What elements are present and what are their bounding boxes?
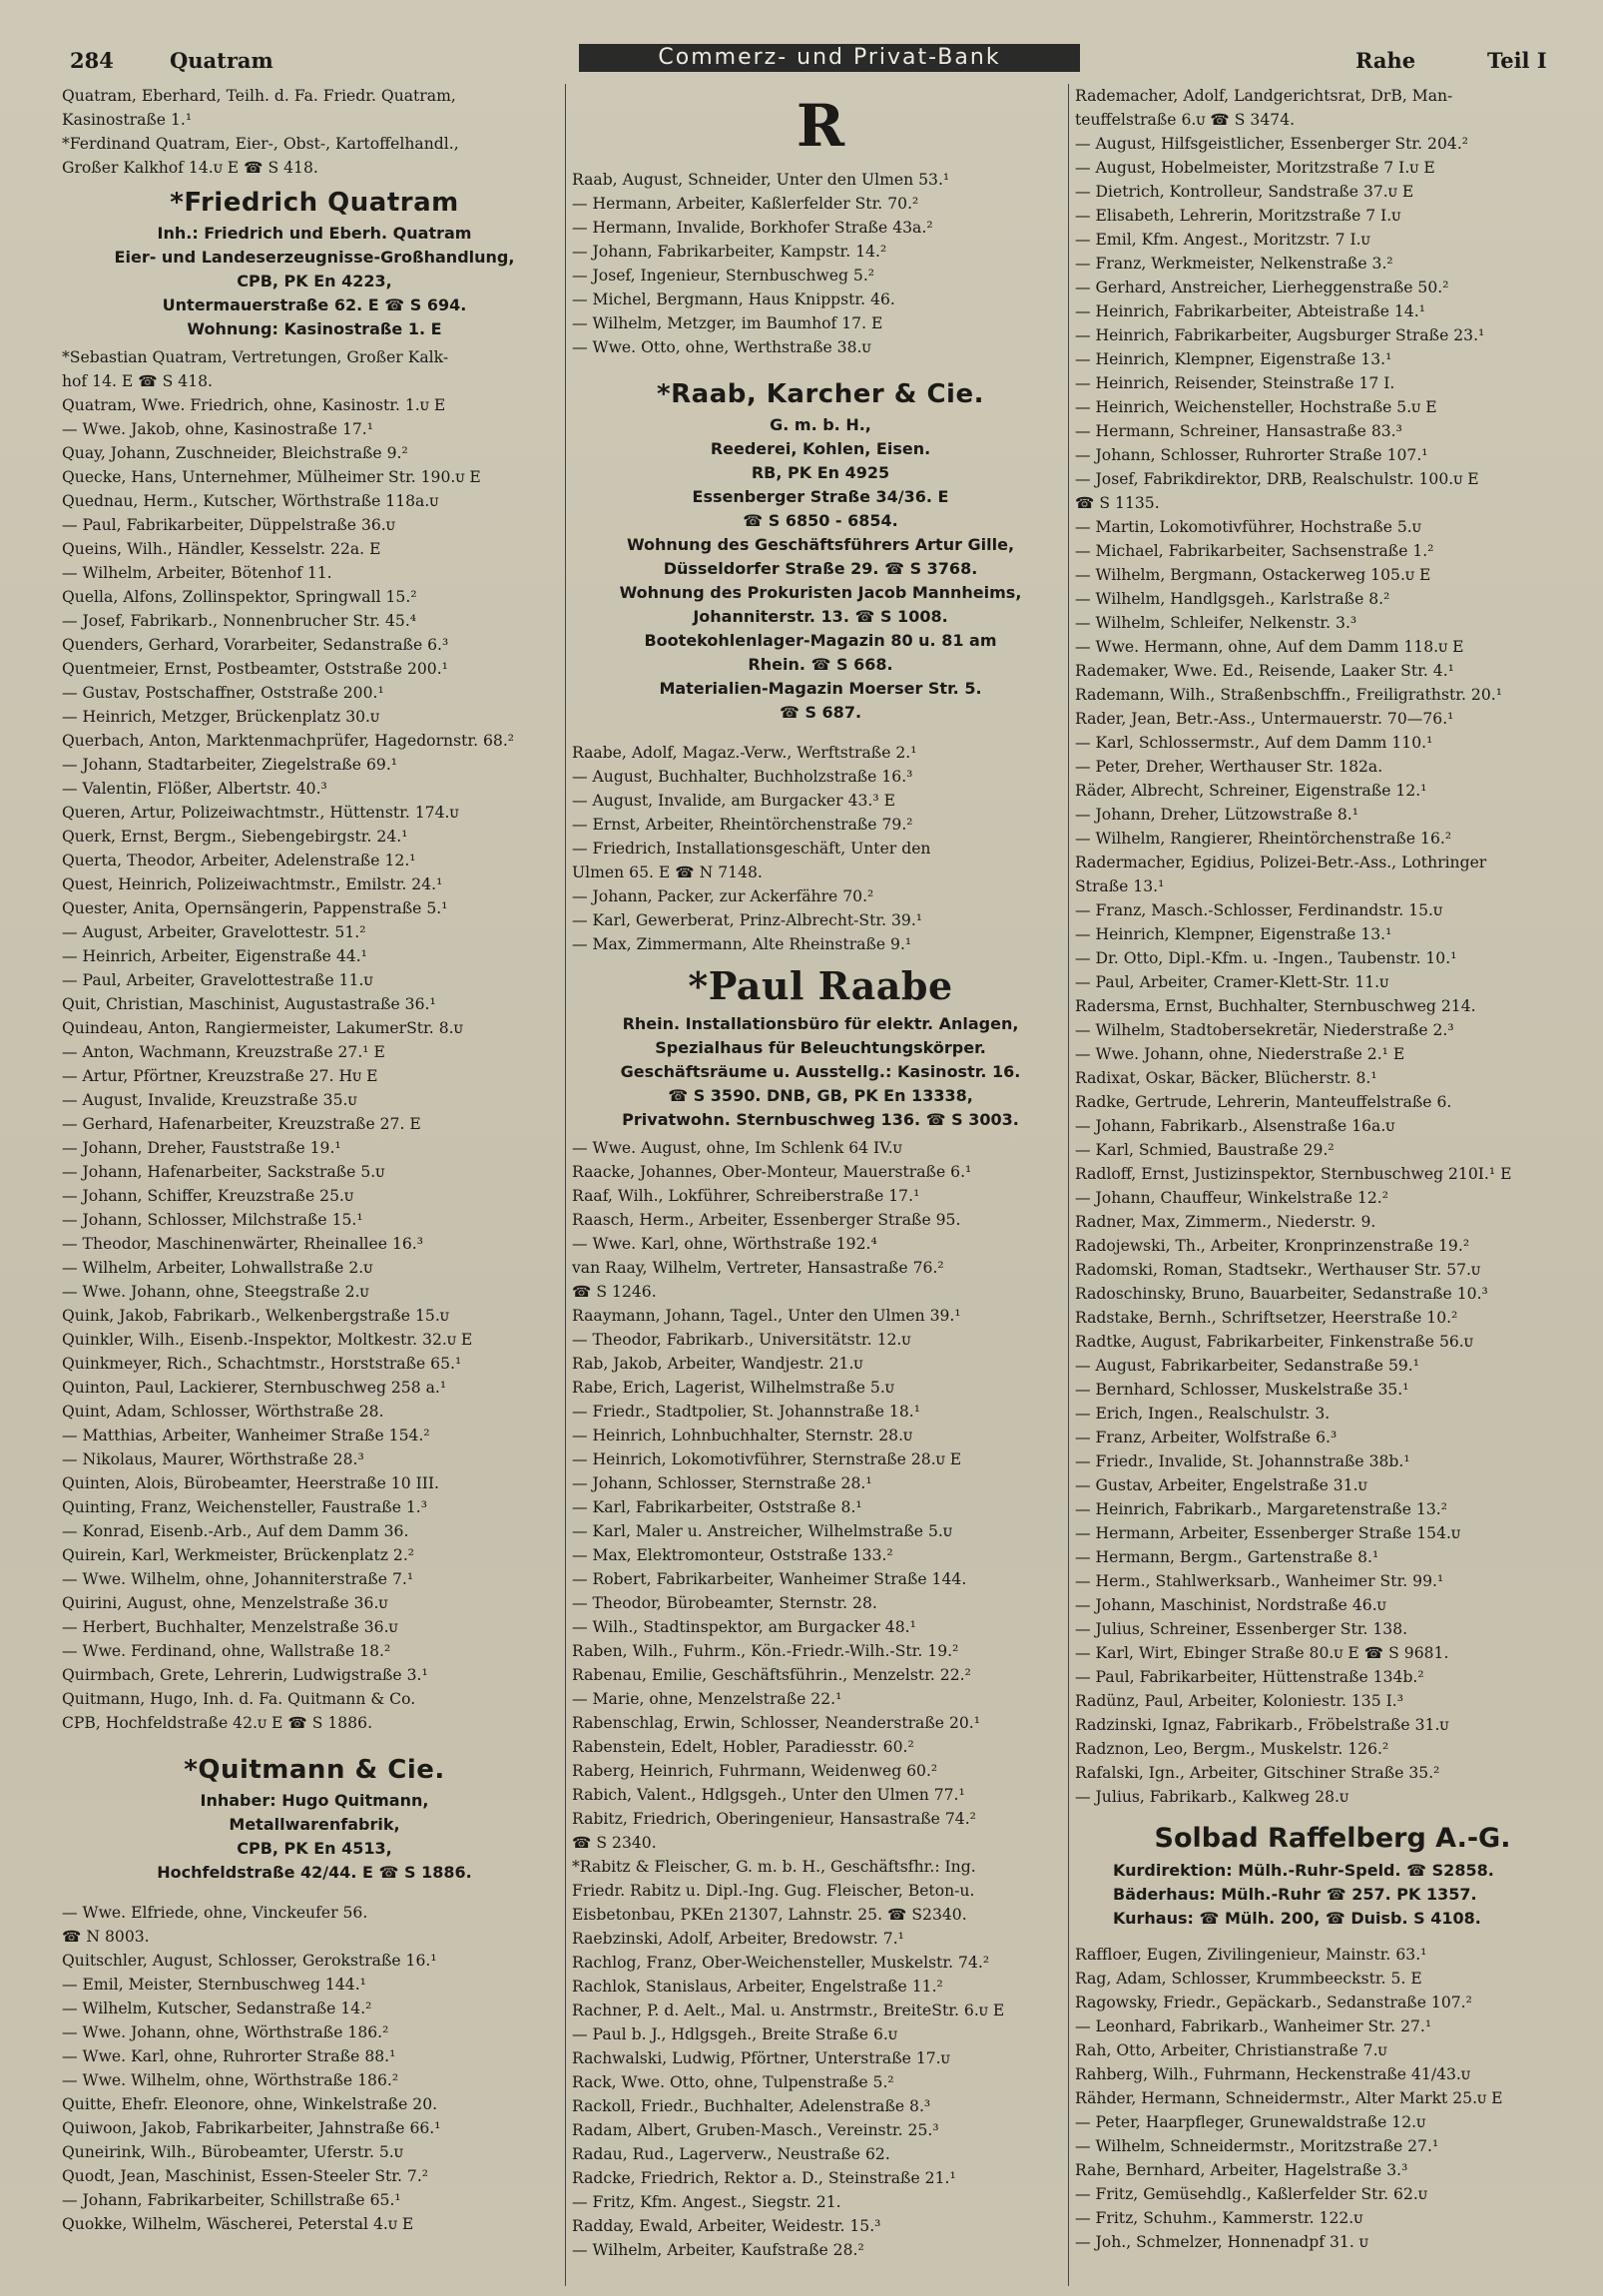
right-keyword: Rahe [1355,48,1416,73]
directory-entry: — Paul, Arbeiter, Gravelottestraße 11.ᴜ [62,971,373,989]
directory-entry: — Heinrich, Arbeiter, Eigenstraße 44.¹ [62,947,367,965]
directory-entry: Quatram, Wwe. Friedrich, ohne, Kasinostr. 1.ᴜ E [62,396,446,414]
directory-entry: — Johann, Fabrikarbeiter, Kampstr. 14.² [572,243,887,261]
directory-entry: Quodt, Jean, Maschinist, Essen-Steeler Str. 7.² [62,2167,429,2185]
directory-entry: Quinting, Franz, Weichensteller, Faustraße 1.³ [62,1498,428,1516]
directory-entry: Quester, Anita, Opernsängerin, Pappenstraße 5.¹ [62,899,448,917]
ad-paul-raabe [572,960,1069,1132]
directory-entry: — Theodor, Maschinenwärter, Rheinallee 16.³ [62,1235,424,1253]
directory-entry: — Bernhard, Schlosser, Muskelstraße 35.¹ [1075,1381,1409,1399]
directory-entry: Querta, Theodor, Arbeiter, Adelenstraße 12.¹ [62,852,416,869]
directory-entry: Quest, Heinrich, Polizeiwachtmstr., Emilstr. 24.¹ [62,875,443,893]
part-label: Teil I [1487,48,1547,73]
directory-entry: — Johann, Dreher, Lützowstraße 8.¹ [1075,806,1359,824]
directory-entry: Radau, Rud., Lagerverw., Neustraße 62. [572,2145,890,2163]
ad-line: Inhaber: Hugo Quitmann, [200,1791,429,1810]
directory-entry: CPB, Hochfeldstraße 42.ᴜ E ☎ S 1886. [62,1714,373,1732]
ad-friedrich-quatram [62,184,567,341]
directory-entry: — Artur, Pförtner, Kreuzstraße 27. Hᴜ E [62,1067,378,1085]
directory-entry: Quinkler, Wilh., Eisenb.-Inspektor, Moltkestr. 32.ᴜ E [62,1331,473,1349]
directory-entry: — Karl, Gewerberat, Prinz-Albrecht-Str. 39.¹ [572,911,923,929]
ad-lines [1075,1859,1590,1931]
directory-entry: *Sebastian Quatram, Vertretungen, Großer Kalk- [62,348,449,366]
directory-entry: — Valentin, Flößer, Albertstr. 40.³ [62,780,327,798]
directory-entry: — Hermann, Schreiner, Hansastraße 83.³ [1075,422,1402,440]
directory-entry: — Paul, Fabrikarbeiter, Hüttenstraße 134b.² [1075,1668,1424,1686]
directory-entry: — Dietrich, Kontrolleur, Sandstraße 37.ᴜ E [1075,183,1414,201]
directory-entry: Quint, Adam, Schlosser, Wörthstraße 28. [62,1403,384,1421]
directory-entry: Rabitz, Friedrich, Oberingenieur, Hansastraße 74.² [572,1810,976,1828]
directory-entry: — Heinrich, Fabrikarbeiter, Augsburger Straße 23.¹ [1075,326,1485,344]
directory-entry: — Wwe. Johann, ohne, Niederstraße 2.¹ E [1075,1045,1405,1063]
directory-entry: — Wilhelm, Arbeiter, Bötenhof 11. [62,564,332,582]
column-1 [62,84,567,2286]
directory-entry: Rabenau, Emilie, Geschäftsführin., Menzelstr. 22.² [572,1666,971,1684]
directory-entry: teuffelstraße 6.ᴜ ☎ S 3474. [1075,111,1296,129]
directory-entry: — Gustav, Postschaffner, Oststraße 200.¹ [62,684,384,702]
directory-entry: Rab, Jakob, Arbeiter, Wandjestr. 21.ᴜ [572,1355,863,1373]
ad-line: Materialien-Magazin Moerser Str. 5. [659,679,982,698]
directory-entry: Radomski, Roman, Stadtsekr., Werthauser Str. 57.ᴜ [1075,1261,1481,1279]
directory-entry: — Wilhelm, Rangierer, Rheintörchenstraße 16.² [1075,830,1452,848]
directory-entry: — Josef, Fabrikdirektor, DRB, Realschulstr. 100.ᴜ E [1075,470,1479,488]
directory-entry: Raabe, Adolf, Magaz.-Verw., Werftstraße 2.¹ [572,744,917,762]
directory-entry: — Johann, Fabrikarbeiter, Schillstraße 65.¹ [62,2191,401,2209]
directory-entry: Rahberg, Wilh., Fuhrmann, Heckenstraße 41/43.ᴜ [1075,2065,1471,2083]
directory-entry: Quednau, Herm., Kutscher, Wörthstraße 118a.ᴜ [62,492,439,510]
ad-line: Inh.: Friedrich und Eberh. Quatram [157,224,472,243]
directory-entry: — Johann, Stadtarbeiter, Ziegelstraße 69.¹ [62,756,398,774]
directory-entry: Radojewski, Th., Arbeiter, Kronprinzenstraße 19.² [1075,1237,1470,1255]
directory-entry: — Emil, Meister, Sternbuschweg 144.¹ [62,1976,366,1994]
directory-entry: — Paul b. J., Hdlgsgeh., Breite Straße 6.ᴜ [572,2025,897,2043]
directory-entry: — Franz, Arbeiter, Wolfstraße 6.³ [1075,1429,1337,1446]
directory-entry: — Johann, Hafenarbeiter, Sackstraße 5.ᴜ [62,1163,385,1181]
directory-entry: Radersma, Ernst, Buchhalter, Sternbuschweg 214. [1075,997,1476,1015]
directory-entry: — Hermann, Arbeiter, Essenberger Straße 154.ᴜ [1075,1524,1461,1542]
directory-entry: Rack, Wwe. Otto, ohne, Tulpenstraße 5.² [572,2073,894,2091]
directory-entry: Radam, Albert, Gruben-Masch., Vereinstr. 25.³ [572,2121,939,2139]
ad-line: Kurdirektion: Mülh.-Ruhr-Speld. ☎ S2858. [1113,1861,1494,1880]
directory-entry: — Gerhard, Anstreicher, Lierheggenstraße 50.² [1075,279,1449,296]
ad-line: ☎ S 3590. DNB, GB, PK En 13338, [668,1086,973,1105]
ad-line: Rhein. Installationsbüro für elektr. Anlagen, [622,1014,1019,1033]
directory-entry: — Johann, Dreher, Fauststraße 19.¹ [62,1139,341,1157]
ad-line: Hochfeldstraße 42/44. E ☎ S 1886. [157,1863,472,1882]
directory-entry: — Wilhelm, Metzger, im Baumhof 17. E [572,314,883,332]
directory-entry: Raberg, Heinrich, Fuhrmann, Weidenweg 60.² [572,1762,938,1780]
directory-entry: — Fritz, Schuhm., Kammerstr. 122.ᴜ [1075,2209,1363,2227]
ad-line: Privatwohn. Sternbuschweg 136. ☎ S 3003. [622,1110,1019,1129]
directory-entry: Ragowsky, Friedr., Gepäckarb., Sedanstraße 107.² [1075,1994,1472,2011]
directory-entry: — Max, Elektromonteur, Oststraße 133.² [572,1546,893,1564]
directory-entry: — Friedrich, Installationsgeschäft, Unter den [572,840,931,858]
directory-entry: Raab, August, Schneider, Unter den Ulmen 53.¹ [572,171,950,189]
directory-entry: — Wwe. Karl, ohne, Ruhrorter Straße 88.¹ [62,2047,396,2065]
ad-line: Wohnung: Kasinostraße 1. E [187,319,442,338]
directory-entry: Friedr. Rabitz u. Dipl.-Ing. Gug. Fleischer, Beton-u. [572,1882,975,1900]
directory-entry: — Heinrich, Fabrikarbeiter, Abteistraße 14.¹ [1075,302,1425,320]
directory-entry: Quitschler, August, Schlosser, Gerokstraße 16.¹ [62,1952,437,1970]
bank-banner: Commerz- und Privat-Bank [579,44,1080,72]
directory-entry: — Johann, Schiffer, Kreuzstraße 25.ᴜ [62,1187,354,1205]
directory-entry: — August, Buchhalter, Buchholzstraße 16.³ [572,768,913,786]
directory-entry: — Dr. Otto, Dipl.-Kfm. u. -Ingen., Taubenstr. 10.¹ [1075,949,1457,967]
ad-line: ☎ S 687. [779,703,862,722]
directory-entry: Radtke, August, Fabrikarbeiter, Finkenstraße 56.ᴜ [1075,1333,1473,1351]
directory-entry: Quentmeier, Ernst, Postbeamter, Oststraße 200.¹ [62,660,448,678]
ad-line: Geschäftsräume u. Ausstellg.: Kasinostr. 16. [620,1062,1021,1081]
directory-entry: — Heinrich, Klempner, Eigenstraße 13.¹ [1075,350,1392,368]
directory-entry: — Elisabeth, Lehrerin, Moritzstraße 7 I.ᴜ [1075,207,1401,225]
directory-entry: Radstake, Bernh., Schriftsetzer, Heerstraße 10.² [1075,1309,1458,1327]
directory-entry: Quecke, Hans, Unternehmer, Mülheimer Str. 190.ᴜ E [62,468,481,486]
directory-entry: — Hermann, Bergm., Gartenstraße 8.¹ [1075,1548,1379,1566]
directory-entry: — Wwe. Johann, ohne, Steegstraße 2.ᴜ [62,1283,369,1301]
directory-entry: Rachner, P. d. Aelt., Mal. u. Anstrmstr., BreiteStr. 6.ᴜ E [572,2002,1005,2019]
directory-entry: — Johann, Packer, zur Ackerfähre 70.² [572,887,874,905]
directory-entry: — Hermann, Invalide, Borkhofer Straße 43a.² [572,219,933,237]
directory-entry: Radzinski, Ignaz, Fabrikarb., Fröbelstraße 31.ᴜ [1075,1716,1449,1734]
directory-entry: Raaf, Wilh., Lokführer, Schreiberstraße 17.¹ [572,1187,920,1205]
ad-solbad-raffelberg [1075,1819,1590,1931]
directory-entry: — Karl, Maler u. Anstreicher, Wilhelmstraße 5.ᴜ [572,1522,952,1540]
directory-entry: — August, Fabrikarbeiter, Sedanstraße 59.¹ [1075,1357,1419,1375]
directory-entry: — August, Hilfsgeistlicher, Essenberger Str. 204.² [1075,135,1469,153]
directory-entry: Quenders, Gerhard, Vorarbeiter, Sedanstraße 6.³ [62,636,449,654]
directory-entry: Rafalski, Ign., Arbeiter, Gitschiner Straße 35.² [1075,1764,1440,1782]
directory-entry: — Marie, ohne, Menzelstraße 22.¹ [572,1690,842,1708]
directory-entry: Quinten, Alois, Bürobeamter, Heerstraße 10 III. [62,1474,440,1492]
directory-entry: Raebzinski, Adolf, Arbeiter, Bredowstr. 7.¹ [572,1930,904,1948]
directory-entry: — Michel, Bergmann, Haus Knippstr. 46. [572,290,895,308]
directory-entry: Quiwoon, Jakob, Fabrikarbeiter, Jahnstraße 66.¹ [62,2119,441,2137]
ad-line: Kurhaus: ☎ Mülh. 200, ☎ Duisb. S 4108. [1113,1909,1481,1928]
column-3 [1068,84,1590,2286]
directory-entry: Großer Kalkhof 14.ᴜ E ☎ S 418. [62,159,318,177]
ad-line: RB, PK En 4925 [751,463,890,482]
ad-title: *Paul Raabe [688,963,953,1008]
directory-entry: — Herbert, Buchhalter, Menzelstraße 36.ᴜ [62,1618,398,1636]
directory-entry: — Wilhelm, Schneidermstr., Moritzstraße 27.¹ [1075,2137,1439,2155]
directory-entry: — August, Invalide, am Burgacker 43.³ E [572,792,895,810]
directory-entry: — Wilhelm, Stadtobersekretär, Niederstraße 2.³ [1075,1021,1454,1039]
col3-entries-b [1075,1943,1590,2254]
directory-entry: — Wwe. Wilhelm, ohne, Wörthstraße 186.² [62,2071,399,2089]
directory-entry: *Ferdinand Quatram, Eier-, Obst-, Kartoffelhandl., [62,135,459,153]
directory-entry: — Heinrich, Lohnbuchhalter, Sternstr. 28.ᴜ [572,1427,913,1444]
directory-entry: — Wwe. Hermann, ohne, Auf dem Damm 118.ᴜ E [1075,638,1464,656]
ad-line: Spezialhaus für Beleuchtungskörper. [655,1038,986,1057]
ad-line: Eier- und Landeserzeugnisse-Großhandlung, [114,248,515,267]
page-header [62,44,1579,80]
directory-entry: — Fritz, Gemüsehdlg., Kaßlerfelder Str. 62.ᴜ [1075,2185,1427,2203]
ad-line: Rhein. ☎ S 668. [748,655,893,674]
directory-entry: — Nikolaus, Maurer, Wörthstraße 28.³ [62,1450,364,1468]
directory-entry: Rabe, Erich, Lagerist, Wilhelmstraße 5.ᴜ [572,1379,894,1397]
directory-entry: Raacke, Johannes, Ober-Monteur, Mauerstraße 6.¹ [572,1163,972,1181]
directory-entry: Radznon, Leo, Bergm., Muskelstr. 126.² [1075,1740,1389,1758]
directory-entry: van Raay, Wilhelm, Vertreter, Hansastraße 76.² [572,1259,944,1277]
ad-line: Essenberger Straße 34/36. E [692,487,949,506]
directory-entry: Radünz, Paul, Arbeiter, Koloniestr. 135 I.³ [1075,1692,1403,1710]
directory-entry: — Wilhelm, Kutscher, Sedanstraße 14.² [62,2000,372,2017]
directory-entry: Querk, Ernst, Bergm., Siebengebirgstr. 24.¹ [62,828,408,846]
col2-entries-c [572,1136,1069,2262]
directory-entry: — Emil, Kfm. Angest., Moritzstr. 7 I.ᴜ [1075,231,1370,249]
directory-entry: — Robert, Fabrikarbeiter, Wanheimer Straße 144. [572,1570,967,1588]
directory-entry: Quirmbach, Grete, Lehrerin, Ludwigstraße 3.¹ [62,1666,428,1684]
ad-line: CPB, PK En 4223, [237,272,392,290]
ad-line: G. m. b. H., [770,415,871,434]
directory-entry: — Martin, Lokomotivführer, Hochstraße 5.ᴜ [1075,518,1421,536]
ad-line: Untermauerstraße 62. E ☎ S 694. [162,295,467,314]
directory-entry: ☎ S 1135. [1075,494,1160,512]
directory-entry: Raben, Wilh., Fuhrm., Kön.-Friedr.-Wilh.-Str. 19.² [572,1642,959,1660]
directory-entry: Rähder, Hermann, Schneidermstr., Alter Markt 25.ᴜ E [1075,2089,1503,2107]
directory-entry: Straße 13.¹ [1075,877,1165,895]
directory-entry: Rah, Otto, Arbeiter, Christianstraße 7.ᴜ [1075,2041,1387,2059]
directory-entry: Rademann, Wilh., Straßenbschffn., Freiligrathstr. 20.¹ [1075,686,1502,704]
col2-entries-b [572,741,1069,956]
directory-entry: — Franz, Masch.-Schlosser, Ferdinandstr. 15.ᴜ [1075,901,1443,919]
ad-line: Bäderhaus: Mülh.-Ruhr ☎ 257. PK 1357. [1113,1885,1477,1904]
directory-entry: — Johann, Fabrikarb., Alsenstraße 16a.ᴜ [1075,1117,1395,1135]
directory-entry: Quatram, Eberhard, Teilh. d. Fa. Friedr. Quatram, [62,87,456,105]
directory-entry: — Matthias, Arbeiter, Wanheimer Straße 154.² [62,1427,430,1444]
directory-entry: — Gustav, Arbeiter, Engelstraße 31.ᴜ [1075,1476,1367,1494]
directory-entry: — Johann, Maschinist, Nordstraße 46.ᴜ [1075,1596,1386,1614]
directory-entry: — Theodor, Fabrikarb., Universitätstr. 12.ᴜ [572,1331,911,1349]
section-letter: R [796,92,845,160]
directory-entry: Rackoll, Friedr., Buchhalter, Adelenstraße 8.³ [572,2097,931,2115]
directory-entry: — August, Hobelmeister, Moritzstraße 7 I.ᴜ E [1075,159,1435,177]
directory-entry: — Wwe. Ferdinand, ohne, Wallstraße 18.² [62,1642,391,1660]
directory-entry: Rachlok, Stanislaus, Arbeiter, Engelstraße 11.² [572,1978,943,1996]
directory-entry: — Friedr., Invalide, St. Johannstraße 38b.¹ [1075,1452,1410,1470]
directory-entry: — Josef, Fabrikarb., Nonnenbrucher Str. 45.⁴ [62,612,417,630]
directory-entry: Radner, Max, Zimmerm., Niederstr. 9. [1075,1213,1376,1231]
directory-entry: hof 14. E ☎ S 418. [62,372,213,390]
directory-entry: Eisbetonbau, PKEn 21307, Lahnstr. 25. ☎ S2340. [572,1906,967,1924]
directory-entry: Rachlog, Franz, Ober-Weichensteller, Muskelstr. 74.² [572,1954,990,1972]
directory-entry: — Theodor, Bürobeamter, Sternstr. 28. [572,1594,877,1612]
col2-entries-a [572,168,1069,359]
directory-entry: — Friedr., Stadtpolier, St. Johannstraße 18.¹ [572,1403,920,1421]
directory-entry: — Wilhelm, Bergmann, Ostackerweg 105.ᴜ E [1075,566,1431,584]
directory-entry: — Karl, Wirt, Ebinger Straße 80.ᴜ E ☎ S 9681. [1075,1644,1449,1662]
directory-entry: Quokke, Wilhelm, Wäscherei, Peterstal 4.ᴜ E [62,2215,414,2233]
directory-entry: — Wilh., Stadtinspektor, am Burgacker 48.¹ [572,1618,916,1636]
directory-entry: — Wwe. Elfriede, ohne, Vinckeufer 56. [62,1904,368,1922]
directory-entry: — Josef, Ingenieur, Sternbuschweg 5.² [572,267,875,285]
directory-entry: — Heinrich, Weichensteller, Hochstraße 5.ᴜ E [1075,398,1437,416]
directory-entry: Rabich, Valent., Hdlgsgeh., Unter den Ulmen 77.¹ [572,1786,965,1804]
directory-entry: Quinton, Paul, Lackierer, Sternbuschweg 258 a.¹ [62,1379,447,1397]
directory-entry: Radoschinsky, Bruno, Bauarbeiter, Sedanstraße 10.³ [1075,1285,1488,1303]
ad-lines [62,1789,567,1885]
directory-entry: Raffloer, Eugen, Zivilingenieur, Mainstr. 63.¹ [1075,1946,1427,1964]
ad-line: Düsseldorfer Straße 29. ☎ S 3768. [663,559,978,578]
ad-lines [572,413,1069,725]
directory-entry: — Gerhard, Hafenarbeiter, Kreuzstraße 27. E [62,1115,421,1133]
directory-entry: — Ernst, Arbeiter, Rheintörchenstraße 79.² [572,816,913,834]
directory-entry: — Max, Zimmermann, Alte Rheinstraße 9.¹ [572,935,912,953]
directory-entry: Radke, Gertrude, Lehrerin, Manteuffelstraße 6. [1075,1093,1452,1111]
directory-entry: Radermacher, Egidius, Polizei-Betr.-Ass., Lothringer [1075,854,1487,871]
directory-entry: Quindeau, Anton, Rangiermeister, LakumerStr. 8.ᴜ [62,1019,463,1037]
ad-line: Metallwarenfabrik, [229,1815,400,1834]
directory-entry: Querbach, Anton, Marktenmachprüfer, Hagedornstr. 68.² [62,732,515,750]
directory-entry: — August, Arbeiter, Gravelottestr. 51.² [62,923,366,941]
directory-entry: ☎ N 8003. [62,1928,150,1946]
directory-entry: — Heinrich, Klempner, Eigenstraße 13.¹ [1075,925,1392,943]
directory-entry: — Paul, Arbeiter, Cramer-Klett-Str. 11.ᴜ [1075,973,1389,991]
directory-entry: — Fritz, Kfm. Angest., Siegstr. 21. [572,2193,841,2211]
directory-entry: — Wwe. Jakob, ohne, Kasinostraße 17.¹ [62,420,374,438]
column-2 [565,84,1069,2286]
directory-entry: — Wilhelm, Handlgsgeh., Karlstraße 8.² [1075,590,1390,608]
ad-line: Bootekohlenlager-Magazin 80 u. 81 am [644,631,997,650]
directory-entry: — Wwe. August, ohne, Im Schlenk 64 IV.ᴜ [572,1139,902,1157]
directory-entry: — Wwe. Wilhelm, ohne, Johanniterstraße 7.¹ [62,1570,414,1588]
directory-entry: — Johann, Chauffeur, Winkelstraße 12.² [1075,1189,1388,1207]
directory-entry: — Heinrich, Lokomotivführer, Sternstraße 28.ᴜ E [572,1450,962,1468]
directory-entry: — Karl, Schmied, Baustraße 29.² [1075,1141,1335,1159]
directory-entry: — Wwe. Karl, ohne, Wörthstraße 192.⁴ [572,1235,877,1253]
ad-title: Solbad Raffelberg A.-G. [1154,1823,1511,1854]
directory-entry: Queins, Wilh., Händler, Kesselstr. 22a. E [62,540,381,558]
directory-entry: — Wilhelm, Schleifer, Nelkenstr. 3.³ [1075,614,1357,632]
directory-entry: — Erich, Ingen., Realschulstr. 3. [1075,1405,1331,1423]
directory-entry: — Julius, Schreiner, Essenberger Str. 138. [1075,1620,1408,1638]
ad-lines [572,1012,1069,1132]
directory-entry: Rader, Jean, Betr.-Ass., Untermauerstr. 70—76.¹ [1075,710,1454,728]
directory-entry: Radday, Ewald, Arbeiter, Weidestr. 15.³ [572,2217,881,2235]
directory-entry: *Rabitz & Fleischer, G. m. b. H., Geschäftsfhr.: Ing. [572,1858,976,1876]
directory-entry: Quitmann, Hugo, Inh. d. Fa. Quitmann & Co. [62,1690,416,1708]
col1-entries-b [62,345,567,1735]
directory-entry: Quinkmeyer, Rich., Schachtmstr., Horststraße 65.¹ [62,1355,462,1373]
directory-entry: — Wwe. Otto, ohne, Werthstraße 38.ᴜ [572,338,871,356]
directory-entry: — Wwe. Johann, ohne, Wörthstraße 186.² [62,2023,389,2041]
directory-entry: — Johann, Schlosser, Milchstraße 15.¹ [62,1211,363,1229]
directory-entry: Rabenstein, Edelt, Hobler, Paradiesstr. 60.² [572,1738,914,1756]
directory-entry: Raaymann, Johann, Tagel., Unter den Ulmen 39.¹ [572,1307,961,1325]
directory-entry: — Peter, Haarpfleger, Grunewaldstraße 12.ᴜ [1075,2113,1426,2131]
directory-entry: Quay, Johann, Zuschneider, Bleichstraße 9.² [62,444,408,462]
directory-entry: Quitte, Ehefr. Eleonore, ohne, Winkelstraße 20. [62,2095,438,2113]
directory-entry: — Karl, Schlossermstr., Auf dem Damm 110.¹ [1075,734,1433,752]
directory-entry: Quit, Christian, Maschinist, Augustastraße 36.¹ [62,995,436,1013]
directory-entry: — Joh., Schmelzer, Honnenadpf 31. ᴜ [1075,2233,1368,2251]
directory-entry: Rademacher, Adolf, Landgerichtsrat, DrB, Man- [1075,87,1453,105]
ad-title: *Raab, Karcher & Cie. [657,379,984,409]
directory-entry: — Johann, Schlosser, Ruhrorter Straße 107.¹ [1075,446,1428,464]
col3-entries-a [1075,84,1590,1809]
ad-quitmann [62,1751,567,1885]
directory-entry: ☎ S 1246. [572,1283,657,1301]
ad-raab-karcher [572,375,1069,725]
ad-line: Wohnung des Prokuristen Jacob Mannheims, [619,583,1022,602]
directory-entry: — Julius, Fabrikarb., Kalkweg 28.ᴜ [1075,1788,1349,1806]
directory-entry: — August, Invalide, Kreuzstraße 35.ᴜ [62,1091,357,1109]
directory-entry: — Karl, Fabrikarbeiter, Oststraße 8.¹ [572,1498,862,1516]
directory-entry: Quink, Jakob, Fabrikarb., Welkenbergstraße 15.ᴜ [62,1307,449,1325]
directory-entry: — Paul, Fabrikarbeiter, Düppelstraße 36.ᴜ [62,516,395,534]
directory-entry: Quirini, August, ohne, Menzelstraße 36.ᴜ [62,1594,388,1612]
directory-entry: Rabenschlag, Erwin, Schlosser, Neanderstraße 20.¹ [572,1714,981,1732]
col1-entries-a [62,84,567,180]
directory-entry: — Anton, Wachmann, Kreuzstraße 27.¹ E [62,1043,385,1061]
directory-entry: Rachwalski, Ludwig, Pförtner, Unterstraße 17.ᴜ [572,2049,950,2067]
directory-entry: — Heinrich, Metzger, Brückenplatz 30.ᴜ [62,708,380,726]
directory-entry: — Hermann, Arbeiter, Kaßlerfelder Str. 70.² [572,195,919,213]
directory-entry: Radloff, Ernst, Justizinspektor, Sternbuschweg 210I.¹ E [1075,1165,1512,1183]
directory-entry: Rademaker, Wwe. Ed., Reisende, Laaker Str. 4.¹ [1075,662,1454,680]
ad-line: CPB, PK En 4513, [237,1839,392,1858]
ad-line: Johanniterstr. 13. ☎ S 1008. [693,607,948,626]
directory-entry: Quneirink, Wilh., Bürobeamter, Uferstr. 5.ᴜ [62,2143,403,2161]
directory-entry: — Wilhelm, Arbeiter, Kaufstraße 28.² [572,2241,864,2259]
directory-entry: ☎ S 2340. [572,1834,657,1852]
ad-line: ☎ S 6850 - 6854. [743,511,898,530]
directory-entry: — Konrad, Eisenb.-Arb., Auf dem Damm 36. [62,1522,409,1540]
directory-entry: — Leonhard, Fabrikarb., Wanheimer Str. 27.¹ [1075,2017,1432,2035]
directory-entry: — Heinrich, Fabrikarb., Margaretenstraße 13.² [1075,1500,1447,1518]
directory-entry: Kasinostraße 1.¹ [62,111,193,129]
directory-entry: Quella, Alfons, Zollinspektor, Springwall 15.² [62,588,417,606]
directory-entry: — Herm., Stahlwerksarb., Wanheimer Str. 99.¹ [1075,1572,1444,1590]
ad-line: Reederei, Kohlen, Eisen. [710,439,931,458]
directory-entry: Rag, Adam, Schlosser, Krummbeeckstr. 5. E [1075,1970,1422,1988]
directory-entry: Raasch, Herm., Arbeiter, Essenberger Straße 95. [572,1211,961,1229]
directory-entry: Räder, Albrecht, Schreiner, Eigenstraße 12.¹ [1075,782,1427,800]
ad-title: *Quitmann & Cie. [184,1755,445,1785]
directory-entry: — Wilhelm, Arbeiter, Lohwallstraße 2.ᴜ [62,1259,373,1277]
directory-entry: — Heinrich, Reisender, Steinstraße 17 I. [1075,374,1395,392]
directory-entry: — Michael, Fabrikarbeiter, Sachsenstraße 1.² [1075,542,1434,560]
ad-line: Wohnung des Geschäftsführers Artur Gille, [626,535,1015,554]
directory-entry: — Johann, Schlosser, Sternstraße 28.¹ [572,1474,872,1492]
ad-title: *Friedrich Quatram [170,188,459,218]
directory-entry: — Peter, Dreher, Werthauser Str. 182a. [1075,758,1383,776]
directory-entry: Radcke, Friedrich, Rektor a. D., Steinstraße 21.¹ [572,2169,956,2187]
directory-entry: Quirein, Karl, Werkmeister, Brückenplatz 2.² [62,1546,415,1564]
directory-entry: — Franz, Werkmeister, Nelkenstraße 3.² [1075,255,1393,273]
col1-entries-c [62,1901,567,2236]
ad-lines [62,222,567,341]
left-keyword: Quatram [170,48,273,73]
directory-entry: Rahe, Bernhard, Arbeiter, Hagelstraße 3.³ [1075,2161,1408,2179]
directory-entry: Ulmen 65. E ☎ N 7148. [572,863,763,881]
directory-entry: Queren, Artur, Polizeiwachtmstr., Hüttenstr. 174.ᴜ [62,804,459,822]
page-number: 284 [70,48,114,73]
directory-entry: Radixat, Oskar, Bäcker, Blücherstr. 8.¹ [1075,1069,1377,1087]
